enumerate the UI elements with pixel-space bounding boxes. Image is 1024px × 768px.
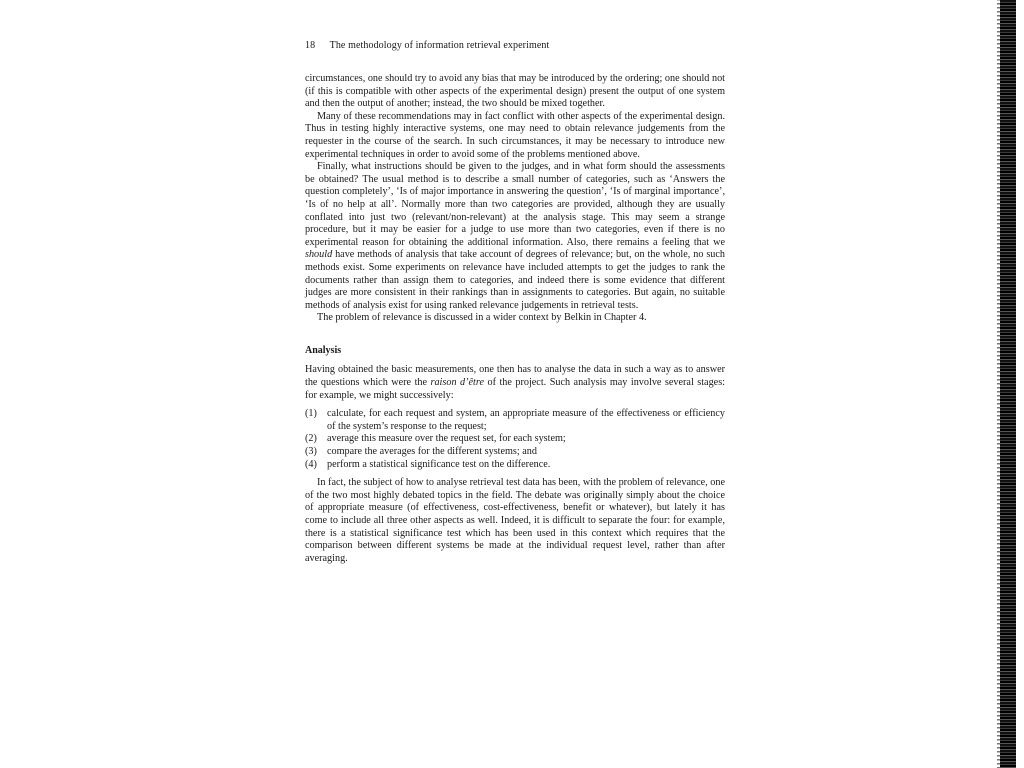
analysis-intro-part2: of the project. Such analysis may involve several stages: for example, we might successively: xyxy=(305,377,725,401)
list-marker: (3) xyxy=(305,446,317,458)
list-item-text: average this measure over the request set, for each system; xyxy=(327,433,566,445)
running-header xyxy=(305,40,725,52)
book-page xyxy=(305,40,725,565)
paragraph-instructions-part2: have methods of analysis that take account of degrees of relevance; but, on the whole, no such methods exist. Some experiments on relevance have included attempts to get the judges to rank the documents rather than assign them to categories, and indeed there is some evidence that different judges are more consistent in their rankings than in assignments to categories. But again, no suitable methods of analysis exist for using ranked relevance judgements in retrieval tests. xyxy=(305,249,725,311)
list-item-text: calculate, for each request and system, an appropriate measure of the effectiveness or efficiency of the system’s response to the request; xyxy=(327,408,725,432)
scanner-edge-shadow xyxy=(1000,0,1016,768)
list-marker: (4) xyxy=(305,458,317,470)
list-item xyxy=(305,446,725,459)
list-item-text: perform a statistical significance test on the difference. xyxy=(327,458,551,470)
paragraph-analysis-intro xyxy=(305,364,725,402)
list-item xyxy=(305,459,725,472)
analysis-steps-list xyxy=(305,408,725,471)
running-title: The methodology of information retrieval experiment xyxy=(329,40,550,51)
paragraph-continuation: circumstances, one should try to avoid any bias that may be introduced by the ordering; one should not (if this is compatible with other aspects of the experimental design) present the output of one system and then the output of another; instead, the two should be mixed together. xyxy=(305,73,725,110)
emphasis-raison-detre: raison d’être xyxy=(430,377,484,389)
page-number: 18 xyxy=(305,40,316,51)
list-item xyxy=(305,433,725,446)
paragraph-instructions-part1: Finally, what instructions should be given to the judges, and in what form should the assessments be obtained? The usual method is to describe a small number of categories, such as ‘Answers the question completely’, ‘Is of major importance in answering the question’, ‘Is of marginal importance’, ‘Is of no help at all’. Normally more than two categories are provided, although they are usually conflated into just two (relevant/non-relevant) at the analysis stage. This may seem a strange procedure, but it may be easier for a judge to use more than two categories, even if there is no experimental reason for obtaining the additional information. Also, there remains a feeling that we xyxy=(305,161,725,248)
paragraph-relevance-reference: The problem of relevance is discussed in a wider context by Belkin in Chapter 4. xyxy=(317,312,647,324)
list-marker: (2) xyxy=(305,433,317,445)
paragraph-instructions xyxy=(305,161,725,312)
emphasis-should: should xyxy=(305,249,333,261)
list-marker: (1) xyxy=(305,408,317,420)
paragraph-recommendations: Many of these recommendations may in fact conflict with other aspects of the experimental design. Thus in testing highly interactive systems, one may need to obtain relevance judgements from the requester in the course of the search. In such circumstances, it may be necessary to introduce new experimental techniques in order to avoid some of the problems mentioned above. xyxy=(305,110,725,160)
list-item-text: compare the averages for the different systems; and xyxy=(327,446,537,458)
list-item xyxy=(305,408,725,433)
analysis-intro-part1: Having obtained the basic measurements, one then has to analyse the data in such a way as to answer the questions which were the xyxy=(305,364,725,389)
section-heading-analysis: Analysis xyxy=(305,344,342,356)
paragraph-analysis-closing: In fact, the subject of how to analyse retrieval test data has been, with the problem of relevance, one of the two most highly debated topics in the field. The debate was originally simply about the choice of appropriate measure (of effectiveness, cost-effectiveness, benefit or whatever), but lately it has come to include all three other aspects as well. Indeed, it is difficult to separate the four: for example, there is a statistical significance test which has been used in this context which requires that the comparison between different systems be made at the individual request level, rather than after averaging. xyxy=(305,477,725,564)
